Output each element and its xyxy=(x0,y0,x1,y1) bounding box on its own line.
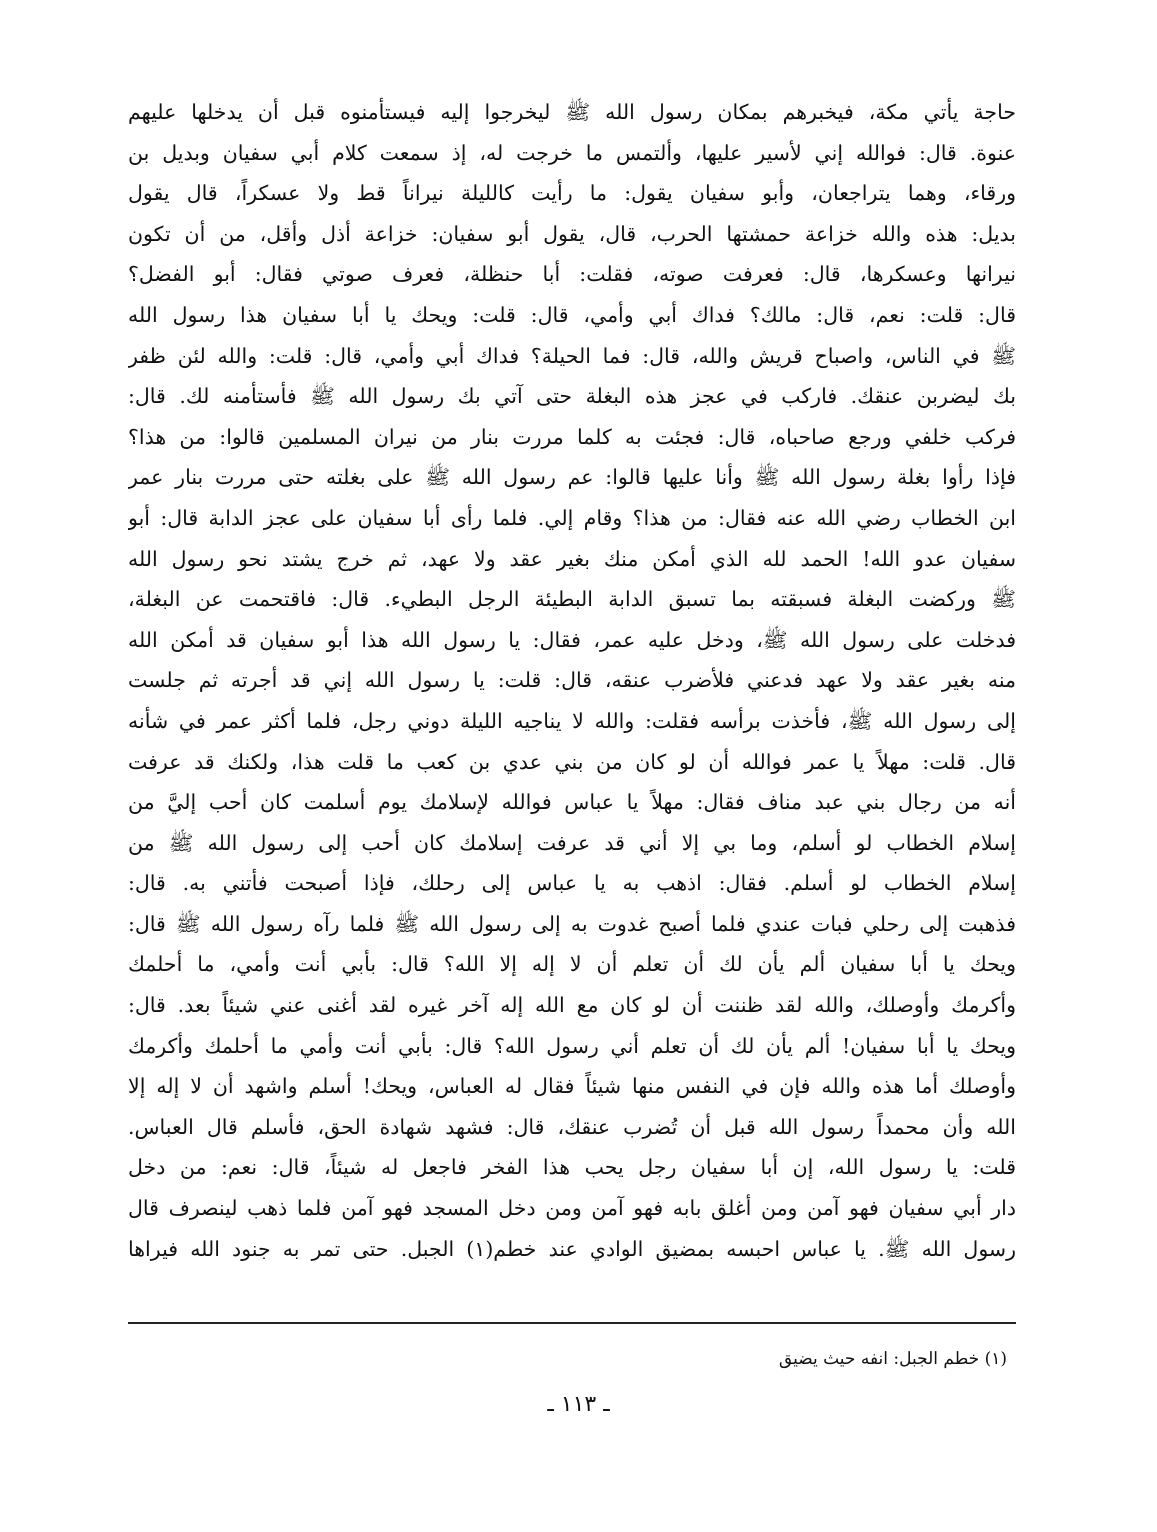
text-line: فذهبت إلى رحلي فبات عندي فلما أصبح غدوت به إلى رسول الله ﷺ فلما رآه رسول الله ﷺ قال: xyxy=(128,911,1016,936)
text-line: أنه من رجال بني عبد مناف فقال: مهلاً يا عباس فوالله لإسلامك يوم أسلمت كان أحب إليَّ من xyxy=(128,790,1016,815)
text-line: ابن الخطاب رضي الله عنه فقال: من هذا؟ وقام إلي. فلما رأى أبا سفيان على عجز الدابة قال: أبو xyxy=(128,505,1016,530)
text-line: قلت: يا رسول الله، إن أبا سفيان رجل يحب هذا الفخر فاجعل له شيئاً، قال: نعم: من دخل xyxy=(128,1155,1016,1180)
text-line: ويحك يا أبا سفيان! ألم يأن لك أن تعلم أني رسول الله؟ قال: بأبي أنت وأمي ما أحلمك وأكرمك xyxy=(128,1033,1016,1058)
text-line: قال. قلت: مهلاً يا عمر فوالله أن لو كان من بني عدي بن كعب ما قلت هذا، ولكنك قد عرفت xyxy=(128,749,1016,774)
text-line: فإذا رأوا بغلة رسول الله ﷺ وأنا عليها قالوا: عم رسول الله ﷺ على بغلته حتى مررت بنار عمر xyxy=(128,465,1016,490)
text-line: رسول الله ﷺ. يا عباس احبسه بمضيق الوادي عند خطم(١) الجبل. حتى تمر به جنود الله فيراها xyxy=(128,1236,1016,1261)
text-line: قال: قلت: نعم، قال: مالك؟ فداك أبي وأمي، قال: قلت: ويحك يا أبا سفيان هذا رسول الله xyxy=(128,302,1016,327)
text-line: دار أبي سفيان فهو آمن ومن أغلق بابه فهو آمن ومن دخل المسجد فهو آمن فلما ذهب لينصرف قال xyxy=(128,1196,1016,1221)
text-line: ويحك يا أبا سفيان ألم يأن لك أن تعلم أن لا إله إلا الله؟ قال: بأبي أنت وأمي، ما أحلمك xyxy=(128,952,1016,977)
text-line: إلى رسول الله ﷺ، فأخذت برأسه فقلت: والله لا يناجيه الليلة دوني رجل، فلما أكثر عمر في شأنه xyxy=(128,708,1016,733)
text-line: بك ليضربن عنقك. فاركب في عجز هذه البغلة حتى آتي بك رسول الله ﷺ فأستأمنه لك. قال: xyxy=(128,384,1016,409)
main-text-block xyxy=(128,92,1016,1269)
text-line: عنوة. قال: فوالله إني لأسير عليها، وألتمس ما خرجت له، إذ سمعت كلام أبي سفيان وبديل بن xyxy=(128,140,1016,165)
text-line: ﷺ وركضت البغلة فسبقته بما تسبق الدابة البطيئة الرجل البطيء. قال: فاقتحمت عن البغلة، xyxy=(128,587,1016,612)
footnote-divider xyxy=(128,1322,1016,1324)
text-line: إسلام الخطاب لو أسلم، وما بي إلا أني قد عرفت إسلامك كان أحب إلى رسول الله ﷺ من xyxy=(128,830,1016,855)
text-line: سفيان عدو الله! الحمد لله الذي أمكن منك بغير عقد ولا عهد، ثم خرج يشتد نحو رسول الله xyxy=(128,546,1016,571)
text-line: فدخلت على رسول الله ﷺ، ودخل عليه عمر، فقال: يا رسول الله هذا أبو سفيان قد أمكن الله xyxy=(128,627,1016,652)
text-line: الله وأن محمداً رسول الله قبل أن تُضرب عنقك، قال: فشهد شهادة الحق، فأسلم قال العباس. xyxy=(128,1114,1016,1139)
text-line: فركب خلفي ورجع صاحباه، قال: فجئت به كلما مررت بنار من نيران المسلمين قالوا: من هذا؟ xyxy=(128,424,1016,449)
page-number: ـ ١١٣ ـ xyxy=(547,1392,610,1417)
text-line: حاجة يأتي مكة، فيخبرهم بمكان رسول الله ﷺ ليخرجوا إليه فيستأمنوه قبل أن يدخلها عليهم xyxy=(128,100,1016,124)
footnote: (١) خطم الجبل: انفه حيث يضيق xyxy=(778,1349,1007,1369)
text-line: وأوصلك أما هذه والله فإن في النفس منها شيئاً فقال له العباس، ويحك! أسلم واشهد أن لا إله إلا xyxy=(128,1074,1016,1099)
text-line: ورقاء، وهما يتراجعان، وأبو سفيان يقول: ما رأيت كالليلة نيراناً قط ولا عسكراً، قال يقول xyxy=(128,181,1016,206)
text-line: ﷺ في الناس، واصباح قريش والله، قال: فما الحيلة؟ فداك أبي وأمي، قال: قلت: والله لئن ظفر xyxy=(128,343,1016,368)
text-line: إسلام الخطاب لو أسلم. فقال: اذهب به يا عباس إلى رحلك، فإذا أصبحت فأتني به. قال: xyxy=(128,871,1016,896)
text-line: بديل: هذه والله خزاعة حمشتها الحرب، قال، يقول أبو سفيان: خزاعة أذل وأقل، من أن تكون xyxy=(128,221,1016,246)
text-line: منه بغير عقد ولا عهد فدعني فلأضرب عنقه، قال: قلت: يا رسول الله إني قد أجرته ثم جلست xyxy=(128,668,1016,693)
text-line: وأكرمك وأوصلك، والله لقد ظننت أن لو كان مع الله إله آخر غيره لقد أغنى عني شيئاً بعد. قال: xyxy=(128,993,1016,1018)
text-line: نيرانها وعسكرها، قال: فعرفت صوته، فقلت: أبا حنظلة، فعرف صوتي فقال: أبو الفضل؟ xyxy=(128,262,1016,287)
